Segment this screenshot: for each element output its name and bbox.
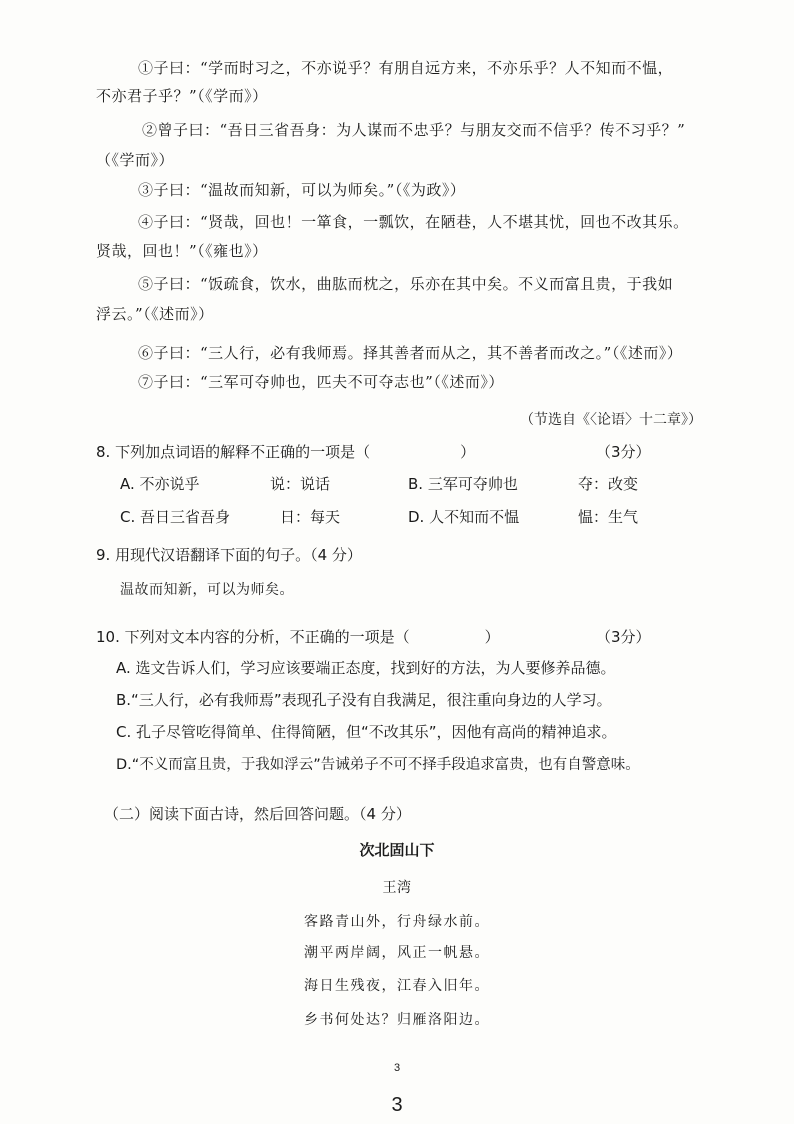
passage-line-8: ⑤子曰：“饭疏食，饮水，曲肱而枕之，乐亦在其中矣。不义而富且贵，于我如 — [138, 275, 674, 293]
q8-stem: 8. 下列加点词语的解释不正确的一项是（ ） — [96, 443, 476, 461]
page-number: 3 — [391, 1094, 403, 1116]
passage-line-3: ②曾子曰：“吾日三省吾身：为人谋而不忠乎？与朋友交而不信乎？传不习乎？” — [142, 121, 686, 139]
poem-line-1: 客路青山外，行舟绿水前。 — [304, 914, 490, 930]
q10-stem: 10. 下列对文本内容的分析，不正确的一项是（ ） — [96, 628, 500, 646]
q8-option-d: D. 人不知而不愠 — [408, 508, 520, 526]
passage-line-9: 浮云。”（《述而》） — [96, 305, 214, 323]
poem-title: 次北固山下 — [359, 841, 435, 859]
q10-option-c: C. 孔子尽管吃得简单、住得简陋，但“不改其乐”，因他有高尚的精神追求。 — [116, 723, 617, 741]
q9-sentence: 温故而知新，可以为师矣。 — [120, 582, 294, 598]
q8-option-c: C. 吾日三省吾身 — [120, 508, 231, 526]
passage-line-2: 不亦君子乎？”（《学而》） — [96, 87, 268, 105]
poem-line-3: 海日生残夜，江春入旧年。 — [304, 978, 490, 994]
q9-stem: 9. 用现代汉语翻译下面的句子。（4 分） — [96, 546, 362, 564]
passage-line-10: ⑥子曰：“三人行，必有我师焉。择其善者而从之，其不善者而改之。”（《述而》） — [138, 344, 683, 362]
passage-line-4: （《学而》） — [96, 151, 175, 169]
small-page-number: 3 — [393, 1062, 401, 1074]
q8-option-a: A. 不亦说乎 — [120, 475, 200, 493]
poem-line-4: 乡书何处达？归雁洛阳边。 — [304, 1012, 490, 1028]
passage-line-11: ⑦子曰：“三军可夺帅也，匹夫不可夺志也”（《述而》） — [138, 373, 504, 391]
poem-author: 王湾 — [382, 880, 412, 896]
q8-option-c-explanation: 日：每天 — [280, 508, 341, 526]
q8-option-a-explanation: 说：说话 — [270, 475, 331, 493]
q10-option-a: A. 选文告诉人们，学习应该要端正态度，找到好的方法，为人要修养品德。 — [116, 659, 616, 677]
q8-option-b-explanation: 夺：改变 — [578, 475, 639, 493]
q8-score: （3分） — [596, 443, 651, 461]
poem-line-2: 潮平两岸阔，风正一帆悬。 — [304, 945, 490, 961]
q8-option-b: B. 三军可夺帅也 — [408, 475, 518, 493]
section-2-heading: （二）阅读下面古诗，然后回答问题。（4 分） — [104, 805, 411, 823]
passage-line-1: ①子曰：“学而时习之，不亦说乎？有朋自远方来，不亦乐乎？人不知而不愠， — [138, 59, 674, 77]
q10-option-d: D.“不义而富且贵，于我如浮云”告诫弟子不可不择手段追求富贵，也有自警意味。 — [116, 757, 640, 773]
passage-line-7: 贤哉，回也！”（《雍也》） — [96, 242, 268, 260]
q10-option-b: B.“三人行，必有我师焉”表现孔子没有自我满足，很注重向身边的人学习。 — [116, 691, 612, 709]
passage-line-5: ③子曰：“温故而知新，可以为师矣。”（《为政》） — [138, 181, 466, 199]
passage-line-6: ④子曰：“贤哉，回也！一箪食，一瓢饮，在陋巷，人不堪其忧，回也不改其乐。 — [138, 213, 689, 231]
q10-score: （3分） — [596, 628, 651, 646]
passage-source: （节选自《〈论语〉十二章》） — [520, 412, 702, 428]
q8-option-d-explanation: 愠：生气 — [578, 508, 639, 526]
